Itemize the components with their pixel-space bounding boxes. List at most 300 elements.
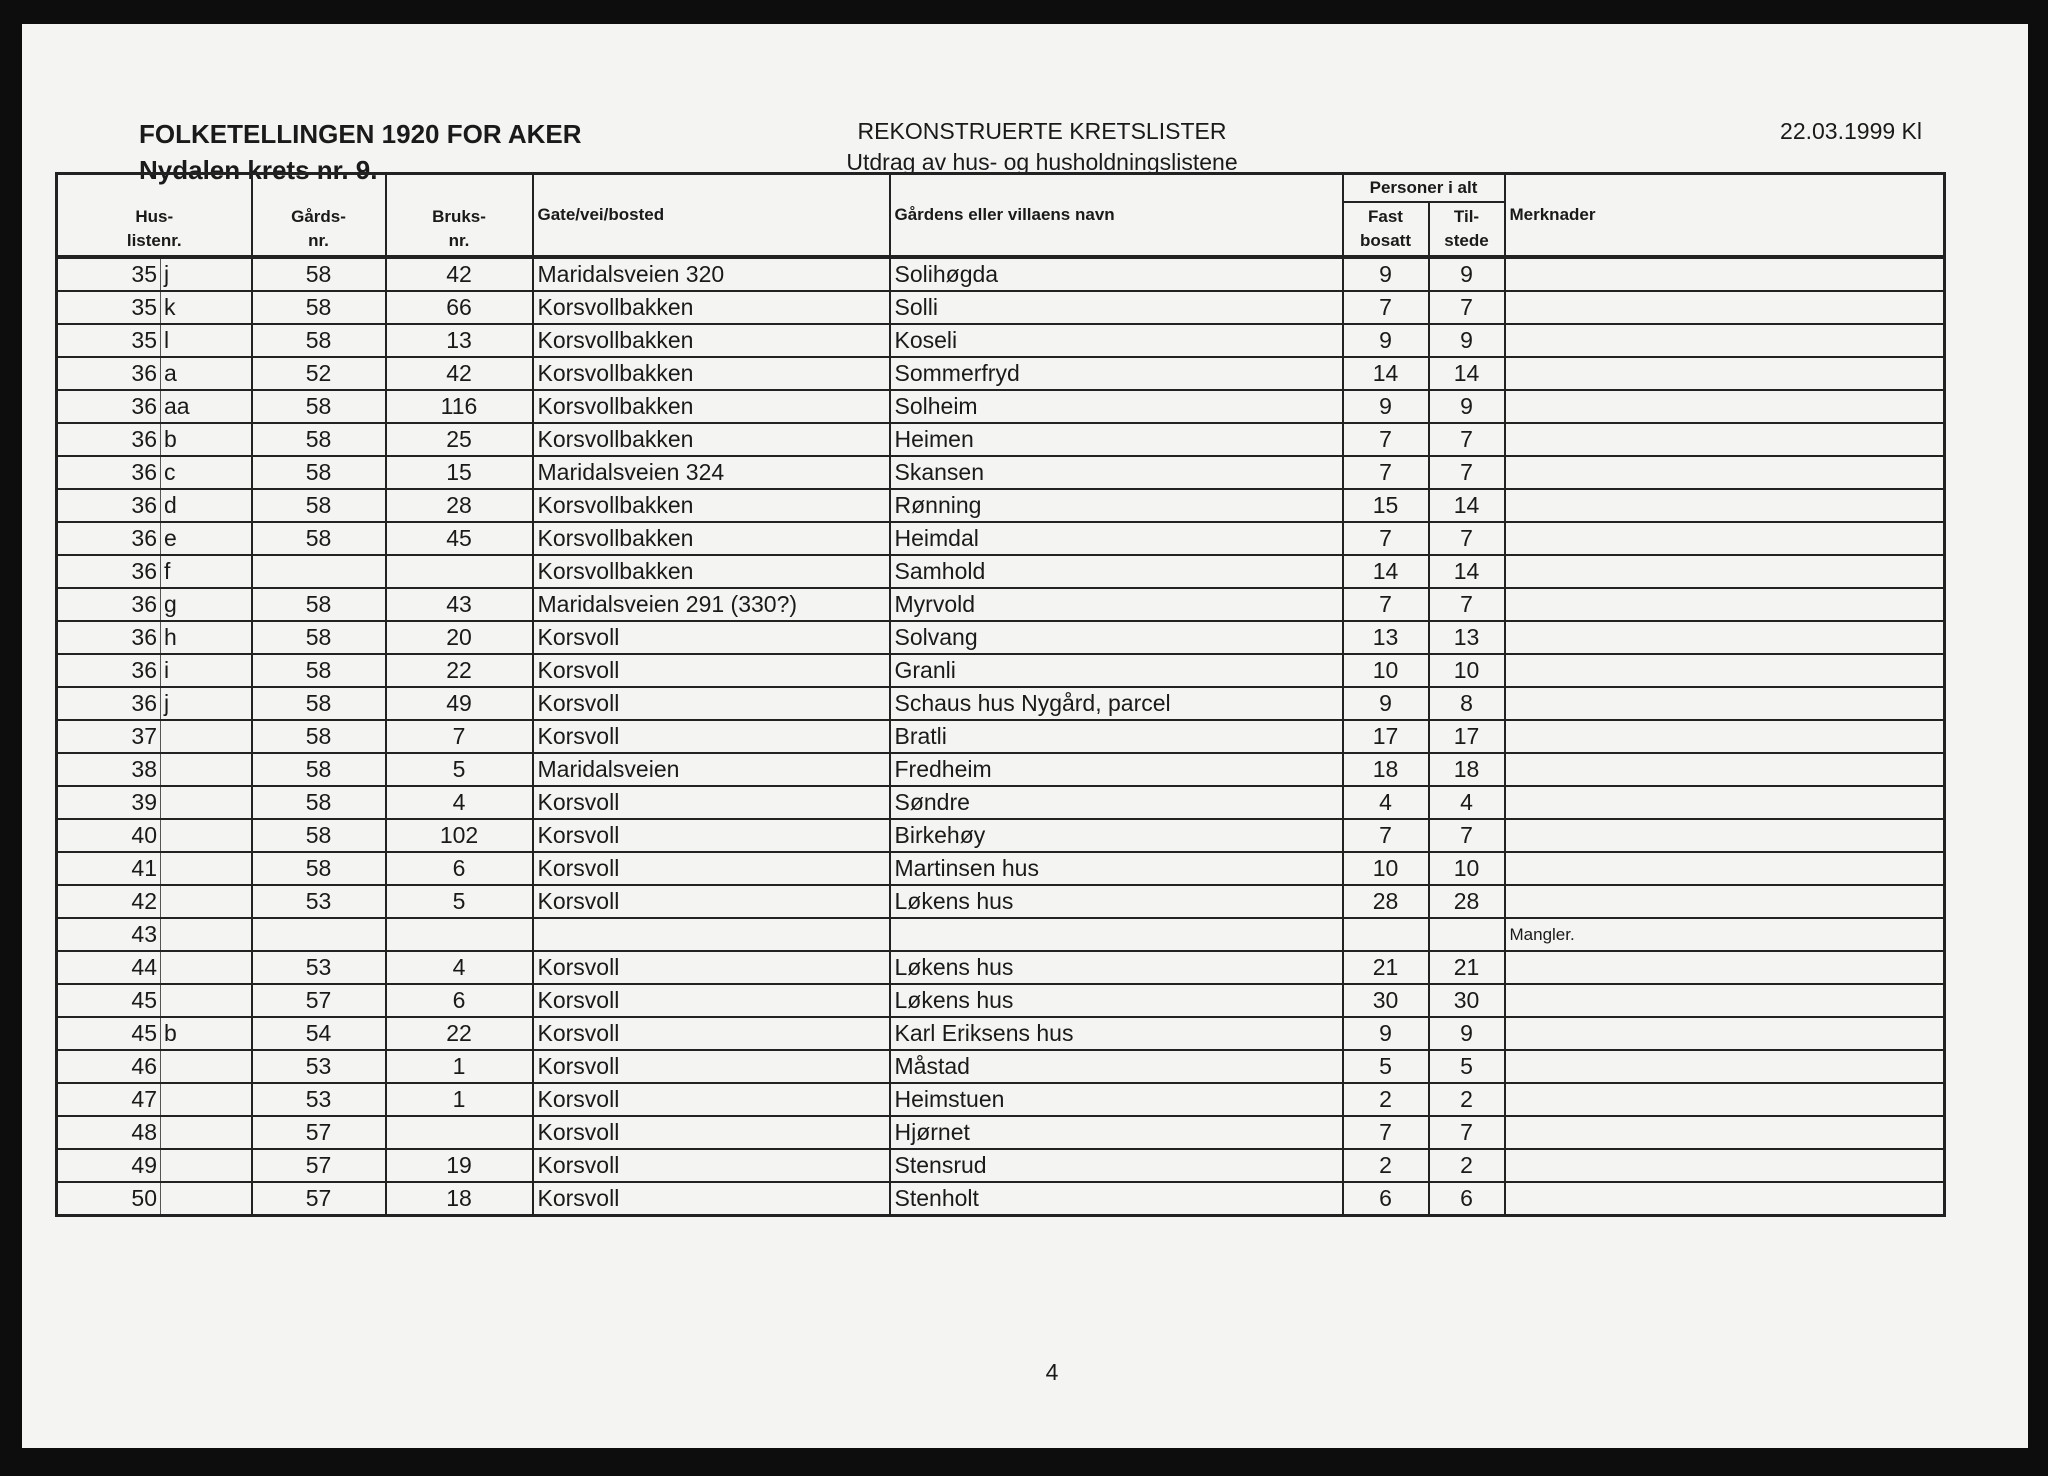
cell-gards: 57 <box>252 984 386 1017</box>
cell-gate <box>533 918 890 951</box>
cell-hus: 37 <box>57 720 161 753</box>
cell-suffix <box>161 951 252 984</box>
cell-til: 2 <box>1429 1149 1505 1182</box>
cell-bruks <box>386 555 533 588</box>
cell-navn: Samhold <box>890 555 1343 588</box>
cell-hus: 35 <box>57 324 161 357</box>
cell-til: 14 <box>1429 489 1505 522</box>
cell-fast: 7 <box>1343 1116 1429 1149</box>
cell-merknad <box>1505 390 1945 423</box>
cell-gards: 58 <box>252 456 386 489</box>
cell-til: 7 <box>1429 522 1505 555</box>
cell-gards: 58 <box>252 291 386 324</box>
cell-til: 7 <box>1429 1116 1505 1149</box>
table-row <box>57 687 1945 720</box>
table-row <box>57 852 1945 885</box>
table-row <box>57 1050 1945 1083</box>
cell-gate: Korsvoll <box>533 1017 890 1050</box>
cell-merknad <box>1505 885 1945 918</box>
cell-hus: 43 <box>57 918 161 951</box>
cell-gate: Maridalsveien 291 (330?) <box>533 588 890 621</box>
cell-gate: Korsvollbakken <box>533 489 890 522</box>
cell-hus: 49 <box>57 1149 161 1182</box>
table-row <box>57 885 1945 918</box>
cell-hus: 36 <box>57 423 161 456</box>
cell-gards: 58 <box>252 522 386 555</box>
cell-til: 6 <box>1429 1182 1505 1216</box>
cell-til: 10 <box>1429 852 1505 885</box>
cell-hus: 36 <box>57 588 161 621</box>
cell-fast: 7 <box>1343 522 1429 555</box>
description-line-2: Utdrag av hus- og husholdningslistene <box>846 149 1238 175</box>
cell-til: 4 <box>1429 786 1505 819</box>
cell-hus: 50 <box>57 1182 161 1216</box>
census-table <box>55 172 1946 1217</box>
cell-til: 2 <box>1429 1083 1505 1116</box>
cell-gate: Korsvoll <box>533 654 890 687</box>
cell-navn: Schaus hus Nygård, parcel <box>890 687 1343 720</box>
cell-bruks: 43 <box>386 588 533 621</box>
cell-fast: 9 <box>1343 257 1429 291</box>
cell-til: 7 <box>1429 588 1505 621</box>
table-row <box>57 753 1945 786</box>
col-header-til: Til- stede <box>1429 202 1505 257</box>
cell-fast: 2 <box>1343 1083 1429 1116</box>
document-title: FOLKETELLINGEN 1920 FOR AKER <box>139 119 582 149</box>
cell-gate: Korsvoll <box>533 687 890 720</box>
cell-hus: 36 <box>57 654 161 687</box>
cell-gate: Korsvollbakken <box>533 522 890 555</box>
cell-bruks: 4 <box>386 951 533 984</box>
cell-til: 5 <box>1429 1050 1505 1083</box>
description-line-1: REKONSTRUERTE KRETSLISTER <box>857 118 1227 144</box>
cell-suffix <box>161 819 252 852</box>
cell-suffix: e <box>161 522 252 555</box>
cell-fast: 5 <box>1343 1050 1429 1083</box>
cell-bruks: 5 <box>386 753 533 786</box>
cell-fast: 10 <box>1343 852 1429 885</box>
cell-bruks: 45 <box>386 522 533 555</box>
cell-gards: 52 <box>252 357 386 390</box>
cell-navn: Martinsen hus <box>890 852 1343 885</box>
cell-merknad <box>1505 588 1945 621</box>
col-header-bruks: Bruks- nr. <box>386 174 533 258</box>
cell-til: 14 <box>1429 555 1505 588</box>
cell-navn: Heimdal <box>890 522 1343 555</box>
cell-merknad <box>1505 1017 1945 1050</box>
cell-fast: 14 <box>1343 357 1429 390</box>
table-row <box>57 621 1945 654</box>
cell-hus: 46 <box>57 1050 161 1083</box>
cell-merknad <box>1505 291 1945 324</box>
cell-fast: 17 <box>1343 720 1429 753</box>
cell-navn: Solli <box>890 291 1343 324</box>
cell-navn: Heimstuen <box>890 1083 1343 1116</box>
cell-hus: 47 <box>57 1083 161 1116</box>
cell-bruks: 13 <box>386 324 533 357</box>
cell-til: 7 <box>1429 456 1505 489</box>
cell-bruks: 5 <box>386 885 533 918</box>
cell-navn: Løkens hus <box>890 984 1343 1017</box>
cell-navn: Stensrud <box>890 1149 1343 1182</box>
cell-suffix <box>161 1116 252 1149</box>
cell-suffix: i <box>161 654 252 687</box>
cell-bruks: 102 <box>386 819 533 852</box>
cell-gards: 58 <box>252 852 386 885</box>
cell-gards: 53 <box>252 1083 386 1116</box>
cell-fast: 9 <box>1343 1017 1429 1050</box>
cell-til: 10 <box>1429 654 1505 687</box>
cell-bruks: 6 <box>386 984 533 1017</box>
cell-fast: 21 <box>1343 951 1429 984</box>
cell-bruks: 49 <box>386 687 533 720</box>
cell-bruks: 116 <box>386 390 533 423</box>
cell-merknad <box>1505 819 1945 852</box>
cell-gate: Korsvollbakken <box>533 423 890 456</box>
cell-gate: Korsvoll <box>533 984 890 1017</box>
table-row <box>57 1017 1945 1050</box>
cell-suffix <box>161 1050 252 1083</box>
cell-hus: 42 <box>57 885 161 918</box>
cell-bruks: 7 <box>386 720 533 753</box>
col-header-gards: Gårds- nr. <box>252 174 386 258</box>
cell-gate: Korsvoll <box>533 1116 890 1149</box>
cell-merknad <box>1505 489 1945 522</box>
cell-suffix: j <box>161 257 252 291</box>
cell-merknad <box>1505 687 1945 720</box>
document-description <box>812 116 1272 178</box>
cell-hus: 48 <box>57 1116 161 1149</box>
cell-merknad <box>1505 951 1945 984</box>
table-row <box>57 390 1945 423</box>
cell-merknad <box>1505 720 1945 753</box>
cell-fast: 7 <box>1343 423 1429 456</box>
cell-hus: 44 <box>57 951 161 984</box>
table-row <box>57 357 1945 390</box>
cell-merknad <box>1505 423 1945 456</box>
cell-gards: 58 <box>252 753 386 786</box>
table-row <box>57 456 1945 489</box>
cell-suffix <box>161 1182 252 1216</box>
cell-til: 30 <box>1429 984 1505 1017</box>
cell-fast: 14 <box>1343 555 1429 588</box>
cell-hus: 45 <box>57 984 161 1017</box>
cell-suffix <box>161 984 252 1017</box>
cell-bruks: 1 <box>386 1050 533 1083</box>
cell-gards <box>252 918 386 951</box>
cell-navn: Myrvold <box>890 588 1343 621</box>
cell-gards: 58 <box>252 621 386 654</box>
cell-navn: Løkens hus <box>890 951 1343 984</box>
table-row <box>57 423 1945 456</box>
cell-til: 21 <box>1429 951 1505 984</box>
table-row <box>57 588 1945 621</box>
cell-bruks: 22 <box>386 654 533 687</box>
col-header-hus: Hus- listenr. <box>57 174 252 258</box>
cell-suffix: a <box>161 357 252 390</box>
cell-fast: 9 <box>1343 687 1429 720</box>
cell-gate: Korsvoll <box>533 951 890 984</box>
cell-merknad <box>1505 654 1945 687</box>
cell-merknad <box>1505 555 1945 588</box>
cell-hus: 39 <box>57 786 161 819</box>
cell-navn: Karl Eriksens hus <box>890 1017 1343 1050</box>
cell-suffix <box>161 1083 252 1116</box>
cell-bruks: 42 <box>386 257 533 291</box>
cell-suffix <box>161 885 252 918</box>
cell-hus: 36 <box>57 687 161 720</box>
cell-fast: 7 <box>1343 291 1429 324</box>
cell-gate: Maridalsveien 324 <box>533 456 890 489</box>
cell-gate: Korsvollbakken <box>533 357 890 390</box>
cell-gards <box>252 555 386 588</box>
cell-hus: 35 <box>57 291 161 324</box>
cell-gards: 58 <box>252 786 386 819</box>
cell-gards: 54 <box>252 1017 386 1050</box>
table-row <box>57 555 1945 588</box>
cell-gards: 58 <box>252 588 386 621</box>
cell-hus: 36 <box>57 522 161 555</box>
cell-navn: Granli <box>890 654 1343 687</box>
document-date: 22.03.1999 Kl <box>1780 118 1922 144</box>
cell-fast: 15 <box>1343 489 1429 522</box>
cell-gate: Korsvollbakken <box>533 555 890 588</box>
cell-navn: Rønning <box>890 489 1343 522</box>
cell-merknad <box>1505 324 1945 357</box>
cell-gate: Korsvoll <box>533 1149 890 1182</box>
cell-navn: Sommerfryd <box>890 357 1343 390</box>
cell-suffix: g <box>161 588 252 621</box>
table-row <box>57 819 1945 852</box>
cell-til: 14 <box>1429 357 1505 390</box>
cell-bruks: 18 <box>386 1182 533 1216</box>
cell-gards: 58 <box>252 687 386 720</box>
cell-gards: 53 <box>252 885 386 918</box>
cell-til: 18 <box>1429 753 1505 786</box>
cell-fast: 7 <box>1343 588 1429 621</box>
cell-navn <box>890 918 1343 951</box>
cell-bruks: 42 <box>386 357 533 390</box>
cell-til: 13 <box>1429 621 1505 654</box>
cell-merknad <box>1505 1182 1945 1216</box>
cell-bruks: 1 <box>386 1083 533 1116</box>
cell-navn: Solvang <box>890 621 1343 654</box>
cell-hus: 38 <box>57 753 161 786</box>
cell-til <box>1429 918 1505 951</box>
cell-bruks: 15 <box>386 456 533 489</box>
table-row <box>57 1182 1945 1216</box>
cell-merknad <box>1505 852 1945 885</box>
cell-hus: 45 <box>57 1017 161 1050</box>
cell-navn: Måstad <box>890 1050 1343 1083</box>
cell-fast <box>1343 918 1429 951</box>
cell-merknad: Mangler. <box>1505 918 1945 951</box>
cell-navn: Søndre <box>890 786 1343 819</box>
cell-navn: Birkehøy <box>890 819 1343 852</box>
cell-hus: 40 <box>57 819 161 852</box>
cell-merknad <box>1505 1116 1945 1149</box>
cell-fast: 9 <box>1343 324 1429 357</box>
table-row <box>57 522 1945 555</box>
cell-hus: 36 <box>57 621 161 654</box>
cell-fast: 28 <box>1343 885 1429 918</box>
cell-gate: Korsvollbakken <box>533 390 890 423</box>
cell-gards: 58 <box>252 654 386 687</box>
cell-merknad <box>1505 753 1945 786</box>
cell-merknad <box>1505 357 1945 390</box>
cell-gate: Korsvoll <box>533 786 890 819</box>
cell-fast: 2 <box>1343 1149 1429 1182</box>
cell-gards: 57 <box>252 1149 386 1182</box>
cell-bruks: 28 <box>386 489 533 522</box>
cell-fast: 6 <box>1343 1182 1429 1216</box>
table-row <box>57 654 1945 687</box>
cell-navn: Bratli <box>890 720 1343 753</box>
cell-merknad <box>1505 1050 1945 1083</box>
cell-til: 28 <box>1429 885 1505 918</box>
cell-merknad <box>1505 1149 1945 1182</box>
cell-fast: 7 <box>1343 819 1429 852</box>
cell-suffix: b <box>161 423 252 456</box>
cell-til: 7 <box>1429 423 1505 456</box>
cell-fast: 7 <box>1343 456 1429 489</box>
cell-bruks: 22 <box>386 1017 533 1050</box>
cell-gards: 58 <box>252 257 386 291</box>
cell-hus: 36 <box>57 456 161 489</box>
table-row <box>57 951 1945 984</box>
cell-gards: 57 <box>252 1182 386 1216</box>
cell-gate: Korsvoll <box>533 852 890 885</box>
cell-gards: 58 <box>252 390 386 423</box>
cell-suffix <box>161 753 252 786</box>
cell-hus: 41 <box>57 852 161 885</box>
cell-fast: 4 <box>1343 786 1429 819</box>
cell-gate: Korsvoll <box>533 621 890 654</box>
cell-suffix: j <box>161 687 252 720</box>
cell-til: 7 <box>1429 819 1505 852</box>
cell-suffix: f <box>161 555 252 588</box>
cell-navn: Stenholt <box>890 1182 1343 1216</box>
cell-hus: 36 <box>57 489 161 522</box>
col-header-fast: Fast bosatt <box>1343 202 1429 257</box>
cell-suffix <box>161 852 252 885</box>
cell-suffix: c <box>161 456 252 489</box>
cell-merknad <box>1505 1083 1945 1116</box>
cell-merknad <box>1505 257 1945 291</box>
page-number: 4 <box>1045 1359 1059 1385</box>
cell-fast: 30 <box>1343 984 1429 1017</box>
cell-merknad <box>1505 522 1945 555</box>
cell-navn: Solheim <box>890 390 1343 423</box>
cell-suffix <box>161 918 252 951</box>
cell-suffix <box>161 1149 252 1182</box>
cell-gate: Korsvoll <box>533 720 890 753</box>
cell-gate: Korsvoll <box>533 885 890 918</box>
table-row <box>57 720 1945 753</box>
col-header-gate: Gate/vei/bosted <box>533 174 890 258</box>
cell-til: 8 <box>1429 687 1505 720</box>
table-row <box>57 1149 1945 1182</box>
cell-gate: Korsvoll <box>533 1182 890 1216</box>
cell-til: 9 <box>1429 1017 1505 1050</box>
col-header-merknader: Merknader <box>1505 174 1945 258</box>
cell-gards: 58 <box>252 423 386 456</box>
cell-gate: Korsvoll <box>533 1050 890 1083</box>
cell-suffix: l <box>161 324 252 357</box>
col-header-navn: Gårdens eller villaens navn <box>890 174 1343 258</box>
cell-til: 7 <box>1429 291 1505 324</box>
cell-gards: 58 <box>252 324 386 357</box>
cell-bruks <box>386 1116 533 1149</box>
cell-fast: 9 <box>1343 390 1429 423</box>
cell-gards: 53 <box>252 951 386 984</box>
cell-navn: Fredheim <box>890 753 1343 786</box>
cell-bruks: 66 <box>386 291 533 324</box>
cell-gards: 53 <box>252 1050 386 1083</box>
table-row <box>57 786 1945 819</box>
cell-til: 9 <box>1429 324 1505 357</box>
cell-suffix <box>161 720 252 753</box>
cell-suffix: b <box>161 1017 252 1050</box>
cell-merknad <box>1505 984 1945 1017</box>
table-row <box>57 324 1945 357</box>
cell-gards: 57 <box>252 1116 386 1149</box>
cell-gards: 58 <box>252 819 386 852</box>
table-row <box>57 984 1945 1017</box>
cell-merknad <box>1505 456 1945 489</box>
cell-fast: 10 <box>1343 654 1429 687</box>
table-row <box>57 291 1945 324</box>
cell-gate: Maridalsveien 320 <box>533 257 890 291</box>
cell-bruks: 19 <box>386 1149 533 1182</box>
cell-hus: 36 <box>57 357 161 390</box>
cell-bruks: 6 <box>386 852 533 885</box>
cell-hus: 35 <box>57 257 161 291</box>
document-subtitle: Nydalen krets nr. 9. <box>139 155 378 185</box>
cell-gate: Korsvollbakken <box>533 324 890 357</box>
cell-gate: Korsvollbakken <box>533 291 890 324</box>
cell-navn: Løkens hus <box>890 885 1343 918</box>
table-row <box>57 1083 1945 1116</box>
cell-suffix: d <box>161 489 252 522</box>
cell-merknad <box>1505 621 1945 654</box>
table-row <box>57 489 1945 522</box>
cell-til: 9 <box>1429 257 1505 291</box>
cell-til: 17 <box>1429 720 1505 753</box>
cell-suffix <box>161 786 252 819</box>
cell-gate: Korsvoll <box>533 819 890 852</box>
cell-navn: Heimen <box>890 423 1343 456</box>
cell-suffix: h <box>161 621 252 654</box>
cell-suffix: k <box>161 291 252 324</box>
cell-hus: 36 <box>57 390 161 423</box>
cell-gate: Korsvoll <box>533 1083 890 1116</box>
cell-gards: 58 <box>252 720 386 753</box>
table-row <box>57 1116 1945 1149</box>
cell-bruks: 25 <box>386 423 533 456</box>
cell-bruks: 4 <box>386 786 533 819</box>
cell-navn: Skansen <box>890 456 1343 489</box>
table-row <box>57 918 1945 951</box>
cell-til: 9 <box>1429 390 1505 423</box>
cell-navn: Hjørnet <box>890 1116 1343 1149</box>
cell-navn: Koseli <box>890 324 1343 357</box>
cell-navn: Solihøgda <box>890 257 1343 291</box>
table-row <box>57 257 1945 291</box>
cell-gards: 58 <box>252 489 386 522</box>
cell-hus: 36 <box>57 555 161 588</box>
col-header-personer: Personer i alt <box>1343 174 1505 203</box>
